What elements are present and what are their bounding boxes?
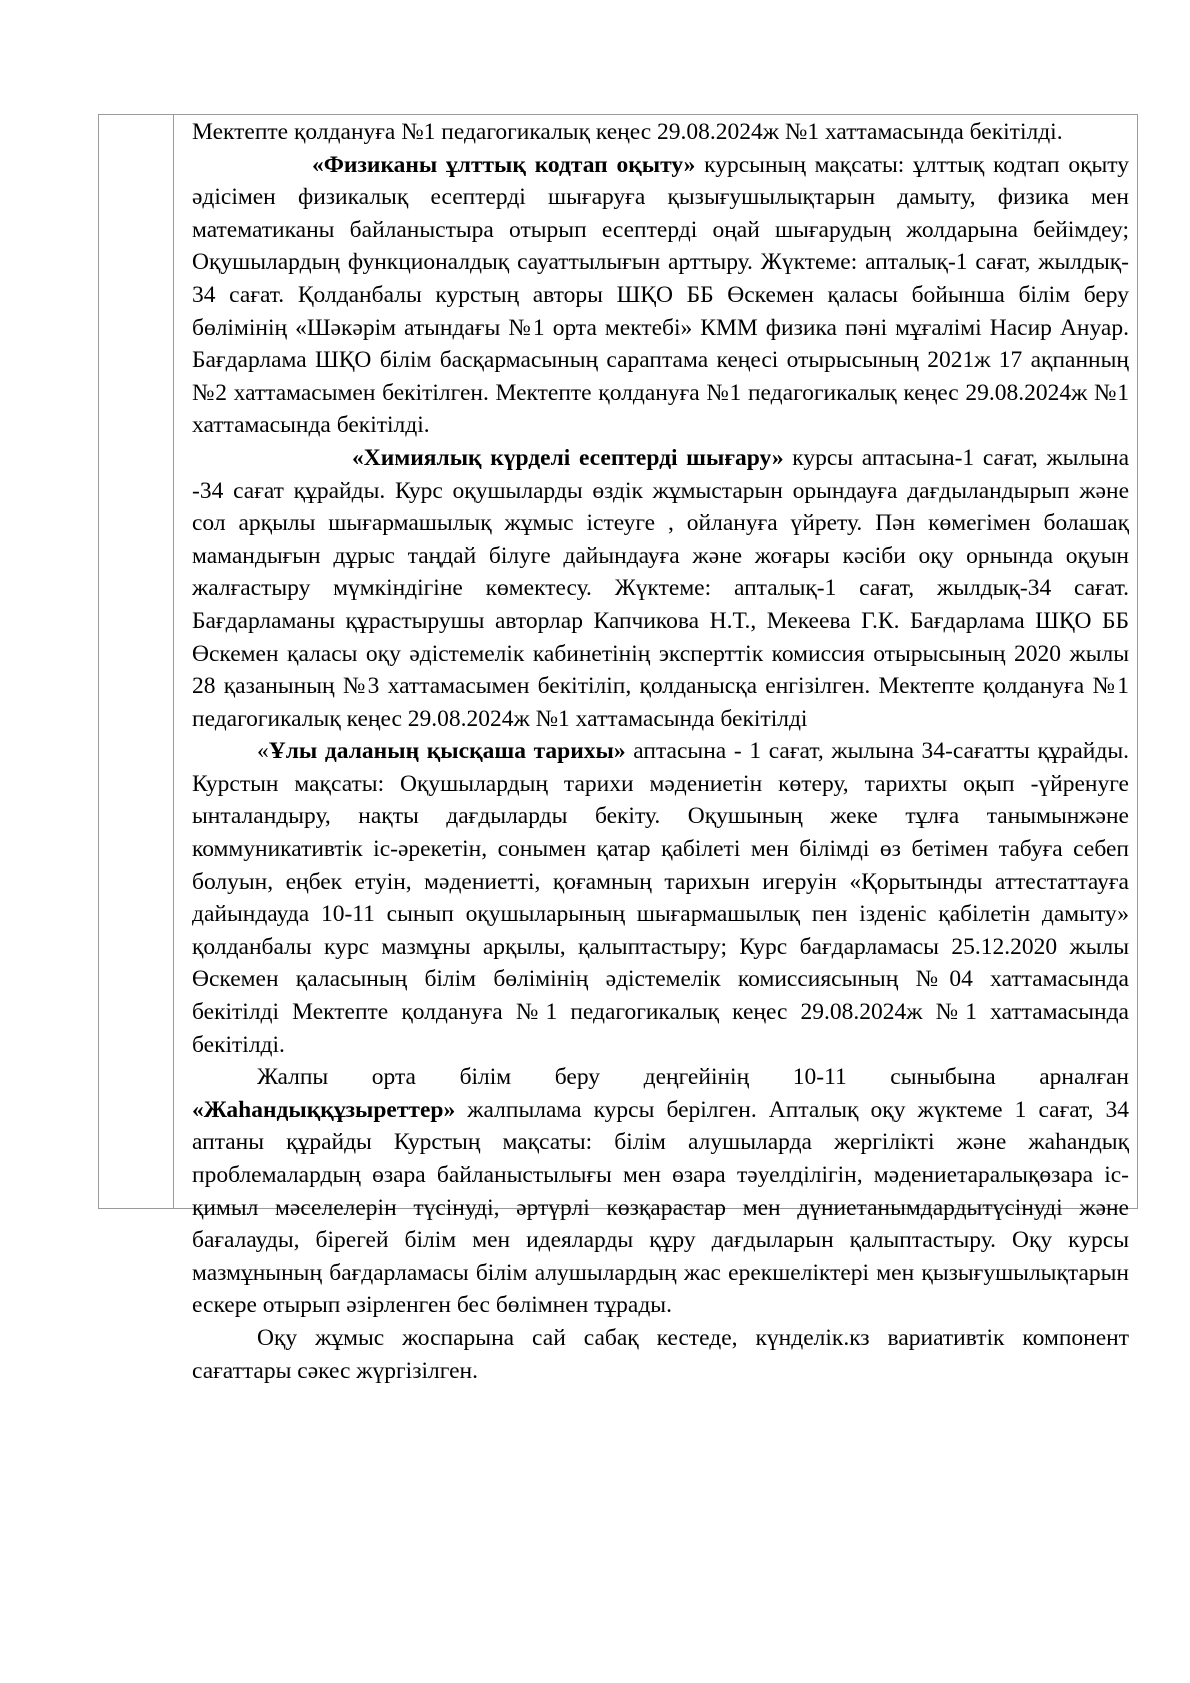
paragraph-text: аптасына - 1 сағат, жылына 34-сағатты құрайды. Курстын мақсаты: Оқушылардың тарихи мәдениетін көтеру, тарихты оқып -үйренуге ынталандыру, нақты дағдыларды бекіту. Оқушының жеке тұлға танымынжәне коммуникативтік іс-әрекетін, сонымен қатар қабілеті мен білімді өз бетімен табуға себеп болуын, еңбек етуін, мәдениетті, қоғамның тарихын игеруін «Қорытынды аттестаттауға дайындауда 10-11 сынып оқушыларының шығармашылық пен ізденіс қабілетін дамыту» қолданбалы курс мазмұны арқылы, қалыптастыру; Курс бағдарламасы 25.12.2020 жылы Өскемен қаласының білім бөлімінің әдістемелік комиссиясының №04 хаттамасында бекітілді Мектепте қолдануға №1 педагогикалық кеңес 29.08.2024ж №1 хаттамасында бекітілді. bbox=[192, 738, 1129, 1058]
paragraph-approval bbox=[192, 116, 1129, 149]
course-title-global-competence: «Жаһандыққұзыреттер» bbox=[192, 1096, 456, 1123]
paragraph-text: Оқу жұмыс жоспарына сай сабақ кестеде, күнделік.кз вариативтік компонент сағаттары сәкес жүргізілген. bbox=[192, 1324, 1129, 1384]
table-left-column bbox=[99, 115, 174, 1208]
table-content-cell bbox=[182, 115, 1137, 1384]
paragraph-prefix: « bbox=[257, 738, 269, 765]
paragraph-prefix: Жалпы орта білім беру деңгейінің 10-11 сыныбына арналған bbox=[257, 1064, 1129, 1091]
paragraph-text: курсы аптасына-1 сағат, жылына -34 сағат құрайды. Курс оқушыларды өздік жұмыстарын орындауға дағдыландырып және сол арқылы шығармашылық жұмыс істеуге , ойлануға үйрету. Пән көмегімен болашақ мамандығын дұрыс таңдай білуге дайындауға және жоғары кәсіби оқу орнында оқуын жалғастыру мүмкіндігіне көмектесу. Жүктеме: апталық-1 сағат, жылдық-34 сағат. Бағдарламаны құрастырушы авторлар Капчикова Н.Т., Мекеева Г.К. Бағдарлама ШҚО ББ Өскемен қаласы оқу әдістемелік кабинетінің эксперттік комиссия отырысының 2020 жылы 28 қазанының №3 хаттамасымен бекітіліп, қолданысқа енгізілген. Мектепте қолдануға №1 педагогикалық кеңес 29.08.2024ж №1 хаттамасында бекітілді bbox=[192, 444, 1129, 732]
paragraph-global-competence-course bbox=[192, 1061, 1129, 1322]
course-title-chemistry: «Химиялық күрделі есептерді шығару» bbox=[352, 444, 784, 471]
paragraph-history-course bbox=[192, 735, 1129, 1061]
paragraph-text: жалпылама курсы берілген. Апталық оқу жүктеме 1 сағат, 34 аптаны құрайды Курстың мақсаты: білім алушыларда жергілікті және жаһандық проблемалардың өзара байланыстылығы мен өзара тәуелділігін, мәдениетаралықөзара іс-қимыл мәселелерін түсінуді, әртүрлі көзқарастар мен дүниетанымдардытүсінуді және бағалауды, бірегей білім мен идеяларды құру дағдыларын қалыптастыру. Оқу курсы мазмұнының бағдарламасы білім алушылардың жас ерекшеліктері мен қызығушылықтарын ескере отырып әзірленген бес бөлімнен тұрады. bbox=[192, 1096, 1129, 1319]
course-title-physics: «Физиканы ұлттық кодтап оқыту» bbox=[312, 151, 696, 178]
paragraph-physics-course bbox=[192, 149, 1129, 442]
paragraph-chemistry-course bbox=[192, 442, 1129, 735]
paragraph-text: курсының мақсаты: ұлттық кодтап оқыту әдісімен физикалық есептерді шығаруға қызығушылықтарын дамыту, физика мен математиканы байланыстыра отырып есептерді оңай шығарудың жолдарына бейімдеу; Оқушылардың функционалдық сауаттылығын арттыру. Жүктеме: апталық-1 сағат, жылдық- 34 сағат. Қолданбалы курстың авторы ШҚО ББ Өскемен қаласы бойынша білім беру бөлімінің «Шәкәрім атындағы №1 орта мектебі» КММ физика пәні мұғалімі Насир Ануар. Бағдарлама ШҚО білім басқармасының сараптама кеңесі отырысының 2021ж 17 ақпанның №2 хаттамасымен бекітілген. Мектепте қолдануға №1 педагогикалық кеңес 29.08.2024ж №1 хаттамасында бекітілді. bbox=[192, 151, 1129, 439]
document-table bbox=[98, 114, 1138, 1384]
paragraph-schedule-note bbox=[192, 1322, 1129, 1387]
course-title-history: Ұлы даланың қысқаша тарихы» bbox=[268, 738, 626, 765]
paragraph-text: Мектепте қолдануға №1 педагогикалық кеңес 29.08.2024ж №1 хаттамасында бекітілді. bbox=[192, 119, 1063, 145]
